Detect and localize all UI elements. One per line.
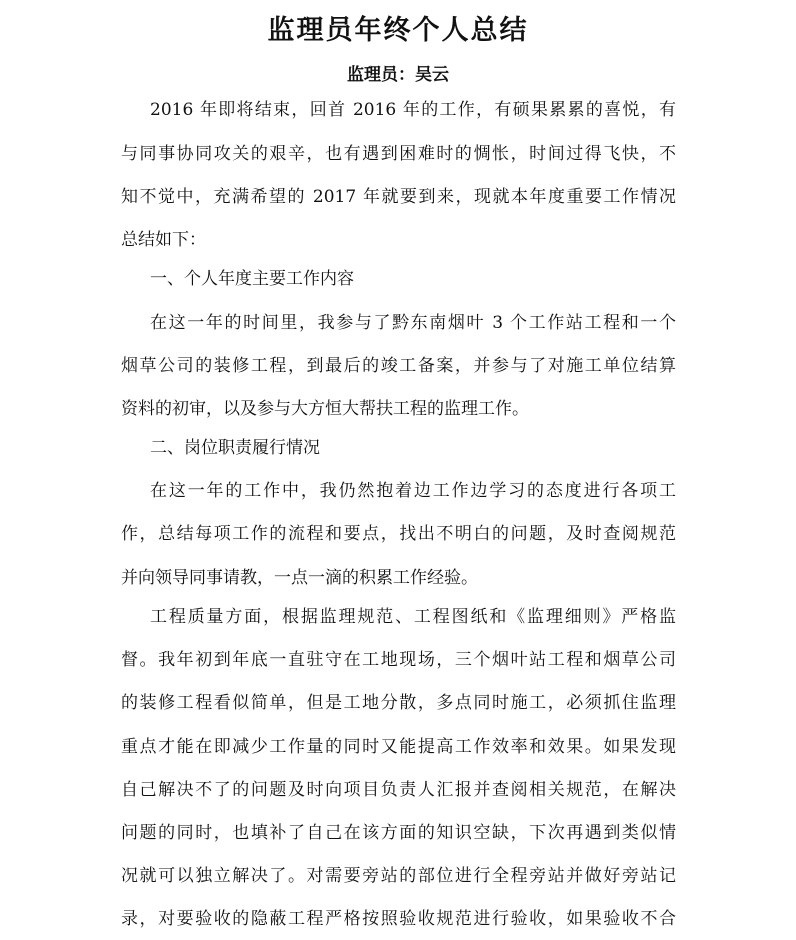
- paragraph-line: 问题的同时，也填补了自己在该方面的知识空缺，下次再遇到类似情: [121, 823, 676, 843]
- paragraph-line: 作，总结每项工作的流程和要点，找出不明白的问题，及时查阅规范: [121, 524, 676, 544]
- paragraph-line: 督。我年初到年底一直驻守在工地现场，三个烟叶站工程和烟草公司: [121, 650, 676, 670]
- paragraph-line: 总结如下：: [121, 230, 206, 250]
- paragraph-line: 的装修工程看似简单，但是工地分散，多点同时施工，必须抓住监理: [121, 693, 676, 713]
- paragraph-line: 2016 年即将结束，回首 2016 年的工作，有硕果累累的喜悦，有: [150, 100, 676, 120]
- paragraph-line: 重点才能在即减少工作量的同时又能提高工作效率和效果。如果发现: [121, 737, 676, 757]
- paragraph-line: 况就可以独立解决了。对需要旁站的部位进行全程旁站并做好旁站记: [121, 866, 676, 886]
- paragraph-line: 资料的初审，以及参与大方恒大帮扶工程的监理工作。: [121, 399, 529, 419]
- section-heading: 一、个人年度主要工作内容: [150, 269, 354, 289]
- author-line: 监理员：吴云: [347, 65, 449, 85]
- paragraph-line: 知不觉中，充满希望的 2017 年就要到来，现就本年度重要工作情况: [121, 187, 676, 207]
- paragraph-line: 工程质量方面，根据监理规范、工程图纸和《监理细则》严格监: [150, 607, 676, 627]
- document-title: 监理员年终个人总结: [267, 15, 529, 46]
- section-heading: 二、岗位职责履行情况: [150, 438, 320, 458]
- paragraph-line: 录，对要验收的隐蔽工程严格按照验收规范进行验收，如果验收不合: [121, 909, 676, 929]
- paragraph-line: 与同事协同攻关的艰辛，也有遇到困难时的惆怅，时间过得飞快，不: [121, 144, 676, 164]
- paragraph-line: 烟草公司的装修工程，到最后的竣工备案，并参与了对施工单位结算: [121, 356, 676, 376]
- paragraph-line: 并向领导同事请教，一点一滴的积累工作经验。: [121, 568, 478, 588]
- paragraph-line: 在这一年的工作中，我仍然抱着边工作边学习的态度进行各项工: [150, 481, 676, 501]
- paragraph-line: 自己解决不了的问题及时向项目负责人汇报并查阅相关规范，在解决: [121, 780, 676, 800]
- paragraph-line: 在这一年的时间里，我参与了黔东南烟叶 3 个工作站工程和一个: [150, 313, 676, 333]
